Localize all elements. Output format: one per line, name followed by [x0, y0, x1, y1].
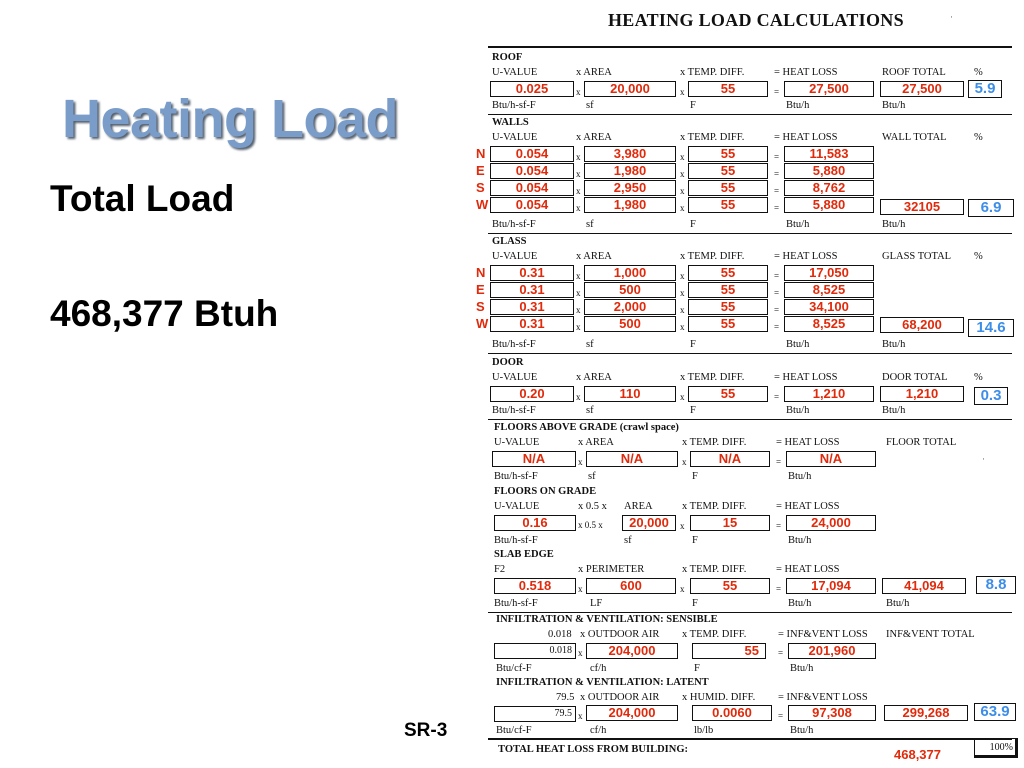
walls-row-x2: x: [680, 203, 685, 213]
fa-units-u: Btu/h-sf-F: [494, 471, 538, 482]
walls-row-x2: x: [680, 186, 685, 196]
infs-temp-diff: 55: [692, 643, 766, 659]
glass-units-total: Btu/h: [882, 339, 906, 350]
fg-u-label: U-VALUE: [494, 501, 540, 512]
se-f2-label: F2: [494, 564, 506, 575]
door-heading: DOOR: [492, 357, 524, 368]
infs-units-air: cf/h: [590, 663, 607, 674]
roof-eq: =: [774, 87, 780, 97]
infvent-percent: 63.9: [974, 703, 1016, 721]
rule-slab: [488, 612, 1012, 613]
fa-temp-diff: N/A: [690, 451, 770, 467]
fa-units-sf: sf: [588, 471, 596, 482]
rule-total: [488, 738, 1012, 740]
glass-row-area: 500: [584, 316, 676, 332]
se-x1: x: [578, 584, 583, 594]
roof-percent: 5.9: [968, 80, 1002, 98]
fg-units-sf: sf: [624, 535, 632, 546]
infl-units-btuh: Btu/h: [790, 725, 814, 736]
infs-eq: =: [778, 648, 784, 658]
walls-row-x1: x: [576, 152, 581, 162]
roof-total: 27,500: [880, 81, 964, 97]
walls-td-label: x TEMP. DIFF.: [680, 132, 745, 143]
door-percent: 0.3: [974, 387, 1008, 405]
walls-row-x1: x: [576, 203, 581, 213]
glass-row-u-value: 0.31: [490, 265, 574, 281]
walls-area-label: x AREA: [576, 132, 612, 143]
door-area-label: x AREA: [576, 372, 612, 383]
floors-total: 41,094: [882, 578, 966, 594]
walls-units-btuh: Btu/h: [786, 219, 810, 230]
roof-u-label: U-VALUE: [492, 67, 538, 78]
glass-total: 68,200: [880, 317, 964, 333]
glass-row-x2: x: [680, 305, 685, 315]
fa-total-label: FLOOR TOTAL: [886, 437, 957, 448]
walls-row-area: 1,980: [584, 197, 676, 213]
walls-row-x1: x: [576, 169, 581, 179]
glass-row-temp-diff: 55: [688, 316, 768, 332]
glass-heading: GLASS: [492, 236, 527, 247]
walls-row-direction: W: [476, 197, 489, 212]
glass-row-direction: W: [476, 316, 489, 331]
glass-area-label: x AREA: [576, 251, 612, 262]
roof-x1: x: [576, 87, 581, 97]
door-units-u: Btu/h-sf-F: [492, 405, 536, 416]
walls-row-heat-loss: 5,880: [784, 197, 874, 213]
walls-row-x2: x: [680, 152, 685, 162]
infs-air-label: x OUTDOOR AIR: [580, 629, 660, 640]
walls-row-area: 3,980: [584, 146, 676, 162]
door-loss-label: = HEAT LOSS: [774, 372, 838, 383]
infs-loss-label: = INF&VENT LOSS: [778, 629, 868, 640]
door-eq: =: [774, 392, 780, 402]
walls-row-temp-diff: 55: [688, 197, 768, 213]
walls-row-heat-loss: 11,583: [784, 146, 874, 162]
walls-total-label: WALL TOTAL: [882, 132, 947, 143]
walls-heading: WALLS: [492, 117, 529, 128]
roof-u-value: 0.025: [490, 81, 574, 97]
glass-row-area: 500: [584, 282, 676, 298]
roof-units-btuh: Btu/h: [786, 100, 810, 111]
se-loss-label: = HEAT LOSS: [776, 564, 840, 575]
fg-units-btuh: Btu/h: [788, 535, 812, 546]
walls-row-eq: =: [774, 152, 780, 162]
fg-temp-diff: 15: [690, 515, 770, 531]
walls-row-heat-loss: 8,762: [784, 180, 874, 196]
slab-edge-heading: SLAB EDGE: [494, 549, 554, 560]
roof-temp-diff: 55: [688, 81, 768, 97]
infl-x1: x: [578, 711, 583, 721]
glass-row-area: 1,000: [584, 265, 676, 281]
glass-row-temp-diff: 55: [688, 282, 768, 298]
door-area: 110: [584, 386, 676, 402]
fg-factor-label: x 0.5 x: [578, 501, 607, 512]
walls-units-f: F: [690, 219, 696, 230]
fa-units-btuh: Btu/h: [788, 471, 812, 482]
form-top-rule: [488, 46, 1012, 48]
se-units-btuh: Btu/h: [788, 598, 812, 609]
glass-row-x2: x: [680, 271, 685, 281]
walls-row-heat-loss: 5,880: [784, 163, 874, 179]
glass-row-direction: N: [476, 265, 486, 280]
slide-subtitle: Total Load: [50, 178, 235, 219]
walls-row-x1: x: [576, 186, 581, 196]
glass-units-u: Btu/h-sf-F: [492, 339, 536, 350]
door-heat-loss: 1,210: [784, 386, 874, 402]
glass-units-btuh: Btu/h: [786, 339, 810, 350]
floors-above-heading: FLOORS ABOVE GRADE (crawl space): [494, 422, 679, 433]
roof-pct-label: %: [974, 67, 983, 78]
rule-walls: [488, 233, 1012, 234]
glass-td-label: x TEMP. DIFF.: [680, 251, 745, 262]
walls-row-direction: E: [476, 163, 485, 178]
glass-row-eq: =: [774, 288, 780, 298]
floors-on-grade-heading: FLOORS ON GRADE: [494, 486, 597, 497]
door-total-label: DOOR TOTAL: [882, 372, 948, 383]
glass-row-u-value: 0.31: [490, 299, 574, 315]
roof-units-u: Btu/h-sf-F: [492, 100, 536, 111]
rule-door: [488, 419, 1012, 420]
floors-percent: 8.8: [976, 576, 1016, 594]
glass-row-direction: S: [476, 299, 485, 314]
infl-humid-label: x HUMID. DIFF.: [682, 692, 756, 703]
walls-row-eq: =: [774, 203, 780, 213]
walls-pct-label: %: [974, 132, 983, 143]
se-units-f2: Btu/h-sf-F: [494, 598, 538, 609]
fg-eq: =: [776, 521, 782, 531]
rule-glass: [488, 353, 1012, 354]
fg-units-u: Btu/h-sf-F: [494, 535, 538, 546]
scan-speck-2: ·: [982, 454, 985, 464]
door-u-value: 0.20: [490, 386, 574, 402]
door-units-f: F: [690, 405, 696, 416]
roof-area: 20,000: [584, 81, 676, 97]
glass-row-area: 2,000: [584, 299, 676, 315]
se-temp-diff: 55: [690, 578, 770, 594]
inf-latent-heading: INFILTRATION & VENTILATION: LATENT: [496, 677, 709, 688]
se-heat-loss: 17,094: [786, 578, 876, 594]
walls-units-total: Btu/h: [882, 219, 906, 230]
fg-factor-inline: x 0.5 x: [578, 520, 603, 530]
infl-units-factor: Btu/cf-F: [496, 725, 532, 736]
roof-units-f: F: [690, 100, 696, 111]
infl-humid-diff: 0.0060: [692, 705, 772, 721]
glass-row-heat-loss: 8,525: [784, 316, 874, 332]
walls-row-temp-diff: 55: [688, 180, 768, 196]
fa-x1: x: [578, 457, 583, 467]
fa-x2: x: [682, 457, 687, 467]
slide-title: Heating Load: [62, 89, 399, 149]
glass-row-eq: =: [774, 305, 780, 315]
glass-total-label: GLASS TOTAL: [882, 251, 952, 262]
door-td-label: x TEMP. DIFF.: [680, 372, 745, 383]
rule-roof: [488, 114, 1012, 115]
door-units-total: Btu/h: [882, 405, 906, 416]
glass-row-x1: x: [576, 305, 581, 315]
infs-factor: 0.018: [494, 643, 576, 659]
walls-row-u-value: 0.054: [490, 146, 574, 162]
walls-loss-label: = HEAT LOSS: [774, 132, 838, 143]
glass-row-u-value: 0.31: [490, 282, 574, 298]
walls-row-u-value: 0.054: [490, 163, 574, 179]
door-x2: x: [680, 392, 685, 402]
inf-sensible-heading: INFILTRATION & VENTILATION: SENSIBLE: [496, 614, 718, 625]
roof-td-label: x TEMP. DIFF.: [680, 67, 745, 78]
roof-loss-label: = HEAT LOSS: [774, 67, 838, 78]
glass-row-heat-loss: 8,525: [784, 282, 874, 298]
glass-units-sf: sf: [586, 339, 594, 350]
infl-units-humid: lb/lb: [694, 725, 714, 736]
walls-total: 32105: [880, 199, 964, 215]
infl-eq: =: [778, 711, 784, 721]
walls-u-label: U-VALUE: [492, 132, 538, 143]
infs-total-label: INF&VENT TOTAL: [886, 629, 975, 640]
door-pct-label: %: [974, 372, 983, 383]
glass-pct-label: %: [974, 251, 983, 262]
infs-outdoor-air: 204,000: [586, 643, 678, 659]
total-heat-loss-label: TOTAL HEAT LOSS FROM BUILDING:: [498, 744, 689, 755]
fa-u-label: U-VALUE: [494, 437, 540, 448]
se-x2: x: [680, 584, 685, 594]
fa-u-value: N/A: [492, 451, 576, 467]
door-temp-diff: 55: [688, 386, 768, 402]
fa-area-label: x AREA: [578, 437, 614, 448]
glass-u-label: U-VALUE: [492, 251, 538, 262]
infl-units-air: cf/h: [590, 725, 607, 736]
glass-loss-label: = HEAT LOSS: [774, 251, 838, 262]
walls-row-area: 1,980: [584, 163, 676, 179]
infs-td-label: x TEMP. DIFF.: [682, 629, 747, 640]
fg-td-label: x TEMP. DIFF.: [682, 501, 747, 512]
infs-factor-label: 0.018: [548, 629, 572, 640]
infl-loss-label: = INF&VENT LOSS: [778, 692, 868, 703]
infl-factor-label: 79.5: [556, 692, 575, 703]
walls-percent: 6.9: [968, 199, 1014, 217]
glass-row-x1: x: [576, 271, 581, 281]
se-td-label: x TEMP. DIFF.: [682, 564, 747, 575]
glass-row-eq: =: [774, 271, 780, 281]
se-units-total: Btu/h: [886, 598, 910, 609]
fg-heat-loss: 24,000: [786, 515, 876, 531]
walls-row-x2: x: [680, 169, 685, 179]
fa-loss-label: = HEAT LOSS: [776, 437, 840, 448]
slide-footer-label: SR-3: [404, 720, 448, 741]
roof-heading: ROOF: [492, 52, 523, 63]
glass-percent: 14.6: [968, 319, 1014, 337]
fa-units-f: F: [692, 471, 698, 482]
glass-row-x2: x: [680, 288, 685, 298]
door-u-label: U-VALUE: [492, 372, 538, 383]
walls-row-direction: N: [476, 146, 486, 161]
infl-loss: 97,308: [788, 705, 876, 721]
fg-u-value: 0.16: [494, 515, 576, 531]
infs-units-btuh: Btu/h: [790, 663, 814, 674]
fa-area: N/A: [586, 451, 678, 467]
infs-units-f: F: [694, 663, 700, 674]
fg-area-label: AREA: [624, 501, 653, 512]
roof-x2: x: [680, 87, 685, 97]
se-f2-value: 0.518: [494, 578, 576, 594]
infl-outdoor-air: 204,000: [586, 705, 678, 721]
total-load-value: 468,377 Btuh: [50, 293, 279, 334]
fg-x2: x: [680, 521, 685, 531]
infvent-total: 299,268: [884, 705, 968, 721]
glass-row-x1: x: [576, 288, 581, 298]
door-units-btuh: Btu/h: [786, 405, 810, 416]
infs-units-factor: Btu/cf-F: [496, 663, 532, 674]
roof-total-label: ROOF TOTAL: [882, 67, 946, 78]
walls-row-temp-diff: 55: [688, 146, 768, 162]
walls-row-u-value: 0.054: [490, 180, 574, 196]
walls-row-temp-diff: 55: [688, 163, 768, 179]
se-units-f: F: [692, 598, 698, 609]
walls-row-u-value: 0.054: [490, 197, 574, 213]
fg-units-f: F: [692, 535, 698, 546]
total-percent: 100%: [974, 738, 1018, 758]
infl-factor: 79.5: [494, 706, 576, 722]
fa-td-label: x TEMP. DIFF.: [682, 437, 747, 448]
roof-heat-loss: 27,500: [784, 81, 874, 97]
glass-row-x2: x: [680, 322, 685, 332]
fa-eq: =: [776, 457, 782, 467]
se-eq: =: [776, 584, 782, 594]
walls-row-area: 2,950: [584, 180, 676, 196]
walls-row-eq: =: [774, 186, 780, 196]
infl-air-label: x OUTDOOR AIR: [580, 692, 660, 703]
door-total: 1,210: [880, 386, 964, 402]
glass-row-temp-diff: 55: [688, 299, 768, 315]
glass-row-heat-loss: 17,050: [784, 265, 874, 281]
fg-loss-label: = HEAT LOSS: [776, 501, 840, 512]
fa-heat-loss: N/A: [786, 451, 876, 467]
glass-row-eq: =: [774, 322, 780, 332]
roof-units-total: Btu/h: [882, 100, 906, 111]
glass-row-heat-loss: 34,100: [784, 299, 874, 315]
walls-units-u: Btu/h-sf-F: [492, 219, 536, 230]
glass-row-u-value: 0.31: [490, 316, 574, 332]
scan-speck: ·: [950, 12, 953, 22]
se-perimeter-label: x PERIMETER: [578, 564, 645, 575]
se-units-lf: LF: [590, 598, 603, 609]
infs-x1: x: [578, 648, 583, 658]
walls-units-sf: sf: [586, 219, 594, 230]
door-units-sf: sf: [586, 405, 594, 416]
roof-units-sf: sf: [586, 100, 594, 111]
glass-row-temp-diff: 55: [688, 265, 768, 281]
infs-loss: 201,960: [788, 643, 876, 659]
fg-area: 20,000: [622, 515, 676, 531]
se-perimeter: 600: [586, 578, 676, 594]
walls-row-direction: S: [476, 180, 485, 195]
walls-row-eq: =: [774, 169, 780, 179]
glass-row-x1: x: [576, 322, 581, 332]
glass-row-direction: E: [476, 282, 485, 297]
roof-area-label: x AREA: [576, 67, 612, 78]
total-heat-loss-value: 468,377: [894, 747, 941, 762]
form-title: HEATING LOAD CALCULATIONS: [608, 10, 904, 30]
glass-units-f: F: [690, 339, 696, 350]
door-x1: x: [576, 392, 581, 402]
